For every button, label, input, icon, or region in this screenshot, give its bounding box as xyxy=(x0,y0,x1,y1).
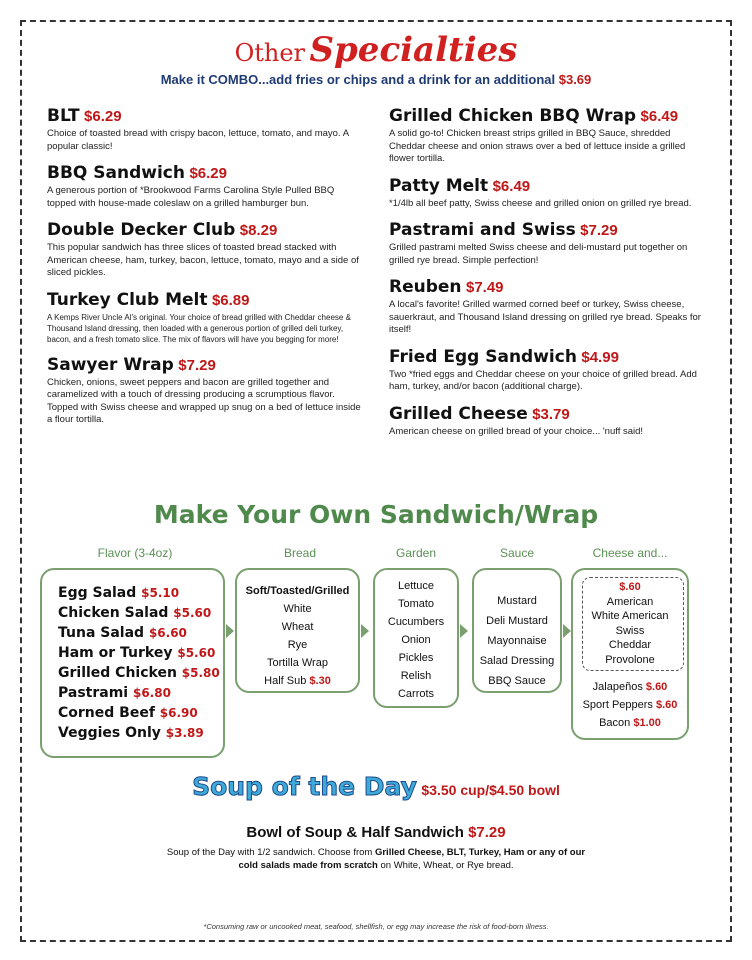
menu-item xyxy=(47,290,365,345)
item-price: $6.29 xyxy=(84,108,122,125)
extra-item: Sport Peppers $.60 xyxy=(582,699,678,711)
menu-item xyxy=(47,163,365,210)
flavor-item: Egg Salad $5.10 xyxy=(58,585,180,601)
extra-item: Bacon $1.00 xyxy=(599,717,661,729)
sauce-item: Salad Dressing xyxy=(479,655,555,667)
item-price: $6.89 xyxy=(211,291,250,309)
bowl-combo-price: $7.29 xyxy=(468,824,506,841)
flavor-item: Veggies Only $3.89 xyxy=(58,725,204,741)
arrow-icon xyxy=(361,624,369,638)
bread-item: White xyxy=(283,603,312,615)
item-desc: A generous portion of *Brookwood Farms Carolina Style Pulled BBQ topped with house-made coleslaw on a grilled hamburger bun. xyxy=(47,185,335,209)
bread-item: Tortilla Wrap xyxy=(267,657,328,669)
item-desc: Chicken, onions, sweet peppers and bacon are grilled together and caramelized with a touch of dressing producing a scrumptious flavor. Topped with Swiss cheese and wrapped up snug on a bed of lettuce inside a flour tortilla. xyxy=(47,376,361,425)
bowl-description: Soup of the Day with 1/2 sandwich. Choose from Grilled Cheese, BLT, Turkey, Ham or any of our cold salads made from scratch on White, Wheat, or Rye bread. xyxy=(166,847,586,871)
arrow-icon xyxy=(226,624,234,638)
item-desc: A solid go-to! Chicken breast strips grilled in BBQ Sauce, shredded Cheddar cheese and onion straws over a bed of lettuce inside a grilled flower tortilla. xyxy=(389,128,686,164)
menu-item xyxy=(47,106,365,153)
bread-header: Bread xyxy=(283,546,317,560)
item-name: Sawyer Wrap xyxy=(47,354,174,375)
cheese-box xyxy=(571,568,689,740)
item-price: $6.29 xyxy=(189,165,227,182)
arrow-icon xyxy=(563,624,571,638)
item-name: Turkey Club Melt xyxy=(47,289,208,310)
item-name: Patty Melt xyxy=(389,175,489,196)
item-name: Fried Egg Sandwich xyxy=(389,346,577,367)
flavor-item: Pastrami $6.80 xyxy=(58,685,171,701)
cheese-price: $.60 xyxy=(619,581,641,593)
menu-item xyxy=(47,355,365,427)
item-desc: This popular sandwich has three slices of toasted bread stacked with American cheese, ham, turkey, bacon, lettuce, tomato, mayo and a side of sliced pickles. xyxy=(47,242,359,278)
bread-item: Rye xyxy=(287,639,308,651)
menu-item xyxy=(47,220,365,280)
item-price: $6.49 xyxy=(640,108,679,125)
garden-item: Pickles xyxy=(398,652,434,664)
item-name: Reuben xyxy=(389,277,462,297)
bowl-combo-name: Bowl of Soup & Half Sandwich xyxy=(246,824,464,841)
soup-title: Soup of the Day xyxy=(192,772,417,801)
cheese-item: Cheddar xyxy=(608,639,652,651)
flavor-item: Grilled Chicken $5.80 xyxy=(58,665,220,681)
bowl-combo xyxy=(0,824,752,841)
soup-heading xyxy=(0,772,752,801)
food-safety-note: *Consuming raw or uncooked meat, seafood, shellfish, or egg may increase the risk of food-born illness. xyxy=(203,922,549,931)
menu-item xyxy=(389,347,709,394)
menu-item xyxy=(389,220,709,267)
garden-item: Cucumbers xyxy=(387,616,445,628)
item-name: BLT xyxy=(47,106,80,126)
sauce-item: BBQ Sauce xyxy=(488,675,546,687)
title-part-1: Other xyxy=(234,39,306,67)
extra-item: Jalapeños $.60 xyxy=(592,681,668,693)
flavor-item: Tuna Salad $6.60 xyxy=(58,625,187,641)
item-price: $7.49 xyxy=(465,279,504,296)
item-desc: A local's favorite! Grilled warmed corned beef or turkey, Swiss cheese, sauerkraut, and Thousand Island dressing on grilled rye bread. Speaks for itself! xyxy=(389,299,701,335)
item-name: Grilled Cheese xyxy=(389,403,528,424)
flavor-item: Ham or Turkey $5.60 xyxy=(58,645,216,661)
cheese-item: American xyxy=(606,595,654,608)
make-your-own-title: Make Your Own Sandwich/Wrap xyxy=(153,500,599,529)
item-name: BBQ Sandwich xyxy=(47,163,185,183)
title-part-2: Specialties xyxy=(309,30,518,70)
item-price: $4.99 xyxy=(581,348,619,366)
sauce-item: Mayonnaise xyxy=(487,635,547,647)
flavor-item: Corned Beef $6.90 xyxy=(58,705,198,721)
flavor-box xyxy=(40,568,225,758)
item-name: Grilled Chicken BBQ Wrap xyxy=(389,106,637,126)
garden-item: Relish xyxy=(400,670,432,682)
cheese-item: Provolone xyxy=(605,653,655,666)
item-desc: A Kemps River Uncle Al's original. Your choice of bread grilled with Cheddar cheese & Thousand Island dressing, then loaded with a generous portion of grilled deli turkey, bacon, and a fresh tomato slice. The mix of flavors will have you begging for more! xyxy=(47,312,351,344)
cheese-item: Swiss xyxy=(615,624,645,637)
menu-item xyxy=(389,106,709,166)
bread-heading: Soft/Toasted/Grilled xyxy=(245,585,350,597)
combo-text: Make it COMBO...add fries or chips and a drink for an additional xyxy=(160,72,556,87)
cheese-item: White American xyxy=(591,610,669,622)
bread-item: Half Sub $.30 xyxy=(264,675,331,687)
menu-item xyxy=(389,277,709,337)
garden-item: Lettuce xyxy=(397,580,435,592)
item-price: $8.29 xyxy=(239,222,278,239)
flavor-item: Chicken Salad $5.60 xyxy=(58,605,212,621)
item-name: Double Decker Club xyxy=(47,220,236,240)
item-desc: *1/4lb all beef patty, Swiss cheese and grilled onion on grilled rye bread. xyxy=(389,197,692,209)
garden-box xyxy=(373,568,459,708)
item-price: $7.29 xyxy=(178,356,216,374)
item-desc: American cheese on grilled bread of your choice... 'nuff said! xyxy=(389,425,644,437)
combo-line xyxy=(0,72,752,87)
bread-box xyxy=(235,568,360,693)
item-desc: Choice of toasted bread with crispy bacon, lettuce, tomato, and mayo. A popular classic! xyxy=(47,128,349,152)
item-desc: Two *fried eggs and Cheddar cheese on your choice of grilled bread. Add ham, turkey, and/or bacon (additional charge). xyxy=(389,368,697,392)
soup-price: $3.50 cup/$4.50 bowl xyxy=(421,782,560,798)
flavor-header: Flavor (3-4oz) xyxy=(97,546,173,560)
sauce-box xyxy=(472,568,562,693)
item-price: $7.29 xyxy=(580,222,618,239)
item-desc: Grilled pastrami melted Swiss cheese and deli-mustard put together on grilled rye bread. Simple perfection! xyxy=(389,242,688,266)
menu-item xyxy=(389,176,709,211)
sauce-header: Sauce xyxy=(499,546,535,560)
item-price: $6.49 xyxy=(492,177,531,195)
garden-header: Garden xyxy=(395,546,437,560)
sauce-item: Deli Mustard xyxy=(486,615,548,627)
menu-item xyxy=(389,404,709,439)
item-name: Pastrami and Swiss xyxy=(389,220,576,240)
arrow-icon xyxy=(460,624,468,638)
bread-item: Wheat xyxy=(281,621,314,633)
menu-title xyxy=(0,30,752,70)
right-column xyxy=(389,106,709,448)
combo-price: $3.69 xyxy=(558,72,592,87)
item-price: $3.79 xyxy=(532,405,570,423)
sauce-item: Mustard xyxy=(497,595,537,607)
garden-item: Onion xyxy=(401,634,431,646)
garden-item: Carrots xyxy=(397,688,435,700)
garden-item: Tomato xyxy=(397,598,435,610)
cheese-header: Cheese and... xyxy=(592,546,668,560)
left-column xyxy=(47,106,365,437)
